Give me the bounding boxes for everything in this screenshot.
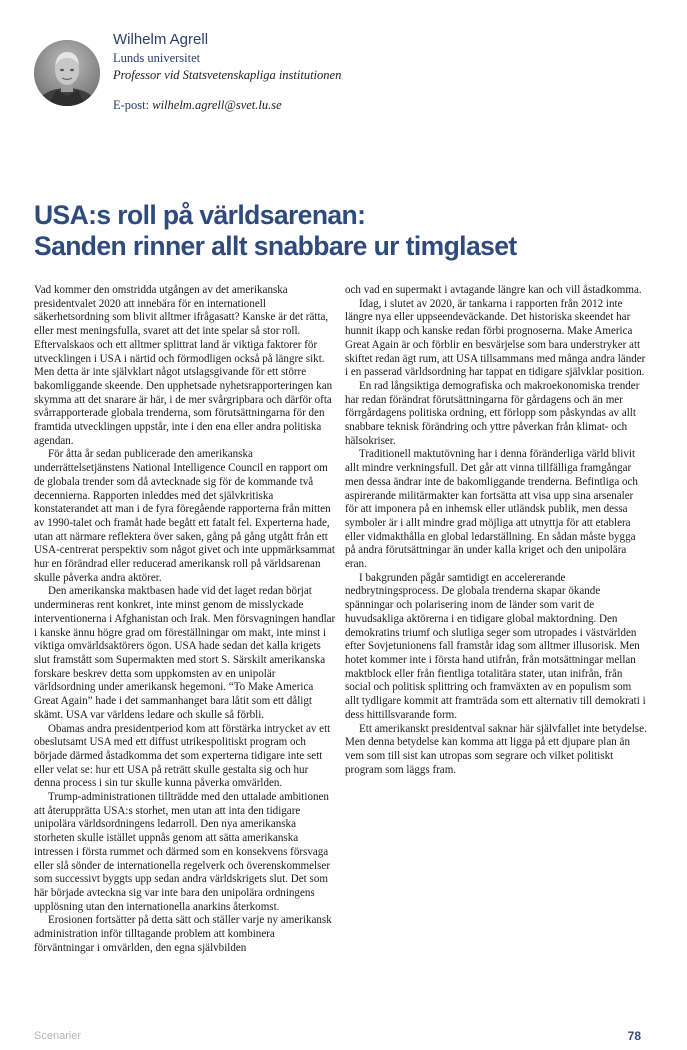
paragraph: Vad kommer den omstridda utgången av det amerikanska presidentvalet 2020 att innebära för en internationell säkerhetsordning som blivit alltmer ifrågasatt? Kanske är det rätta, eller mest meningsfulla, svaret att det inte spelar så stor roll. Eftervalskaos och ett alltmer splittrat land är viktiga faktorer för utvecklingen i USA i närtid och förmodligen också på längre sikt. Men detta är inte självklart något utslagsgivande för ett större bakomliggande skeende. Den upphetsade nyhetsrapporteringen kan skymma att det snarare är här, i de mer svårgripbara och därför ofta svårrapporterade globala trenderna, som förutsättningarna för den framtida utvecklingen uppstår, inte i den ena eller andra politiska agendan. <box>34 284 333 447</box>
paragraph: För åtta år sedan publicerade den amerikanska underrättelsetjänstens National Intelligence Council en rapport om de globala trender som då avtecknade sig för de kommande två decennierna. Rapporten inleddes med det självkritiska konstaterandet att man i de fyra föregående rapporterna från mitten av 1990-talet och framåt hade begått ett fatalt fel. Experterna hade, utan att närmare reflektera över saken, gång på gång utgått från ett USA-centrerat perspektiv som något givet och inte uppmärksammat hur en förändrad eller reducerad amerikansk roll på världsarenan skulle påverka andra aktörer. <box>34 448 335 584</box>
paragraph: Obamas andra presidentperiod kom att förstärka intrycket av ett obeslutsamt USA med ett diffust utrikespolitiskt program och började därmed åstadkomma det som experterna tidigare inte sett eller velat se: hur ett USA på reträtt skulle gestalta sig och hur denna process i sin tur skulle kunna påverka omvärlden. <box>34 722 331 790</box>
author-portrait-image <box>34 40 100 106</box>
text-column-left <box>34 284 336 955</box>
paragraph: Ett amerikanskt presidentval saknar här självfallet inte betydelse. Men denna betydelse kan komma att ligga på ett djupare plan än vem som till sist kan utropas som segrare och vilket politiskt program som läggs fram. <box>345 722 647 776</box>
page-number: 78 <box>627 1029 641 1043</box>
paragraph: Erosionen fortsätter på detta sätt och ställer varje ny amerikansk administration inför tilltagande problem att kombinera förväntningar i omvärlden, den egna självbilden <box>34 914 332 954</box>
author-university: Lunds universitet <box>113 51 201 65</box>
article-title-line-2: Sanden rinner allt snabbare ur timglaset <box>34 231 517 261</box>
article-title-line-1: USA:s roll på världsarenan: <box>34 200 366 230</box>
paragraph: En rad långsiktiga demografiska och makroekonomiska trender har redan förändrat förutsättningarna för gårdagens och än mer förrgårdagens politiska ordning, ett förlopp som påskyndas av allt snabbare teknisk förändring och yttre påverkan från klimat- och hälsokriser. <box>345 379 640 447</box>
paragraph: Den amerikanska maktbasen hade vid det laget redan börjat undermineras rent konkret, inte minst genom de misslyckade interventionerna i Afghanistan och Irak. Men försvagningen handlar i kanske ännu högre grad om föreställningar om makt, inte minst i viktiga omvärldsaktörers ögon. USA hade sedan det kalla krigets slut framstått som Supermakten med stort S. Särskilt amerikanska forskare beskrev detta som uppkomsten av en unipolär världsordning under amerikansk hegemoni. “To Make America Great Again” hade i det sammanhanget bara låtit som ett dåligt skämt. USA var världens ledare och skulle så förbli. <box>34 585 336 721</box>
author-role: Professor vid Statsvetenskapliga institutionen <box>113 68 342 82</box>
email-address[interactable]: wilhelm.agrell@svet.lu.se <box>152 98 282 112</box>
paragraph: I bakgrunden pågår samtidigt en accelererande nedbrytningsprocess. De globala trenderna skapar ökande spänningar och polarisering inom de länder som varit de huvudsakliga aktörerna i en tidigare global maktordning. Den demokratins triumf och slutliga seger som utropades i västvärlden efter Sovjetunionens fall framstår idag som alltmer illusorisk. Men hotet kommer inte i första hand utifrån, från motsättningar mellan maktblock eller från fientliga totalitära stater, utan inifrån, från social och politisk splittring och framväxten av en populism som allt tydligare kommit att framträda som ett alternativ till demokrati i dess hittillsvarande form. <box>345 571 646 721</box>
paragraph: Trump-administrationen tillträdde med den uttalade ambitionen att återupprätta USA:s storhet, men utan att inta den tidigare unipolära världsordningens ledarroll. Den nya amerikanska storheten skulle istället uppnås genom att sätta amerikanska intressen i första rummet och därmed som en konsekvens försvaga eller slå sönder de internationella regelverk och överenskommelser som successivt byggts upp sedan andra världskrigets slut. Det som här började avteckna sig var inte bara den unipolära ordningens upplösning utan den internationella anarkins återkomst. <box>34 791 331 913</box>
article-title <box>34 200 664 262</box>
footer-publication: Scenarier <box>34 1030 82 1042</box>
paragraph: Idag, i slutet av 2020, är tankarna i rapporten från 2012 inte längre nya eller uppseendeväckande. Det historiska skeendet har hunnit ikapp och kanske redan förbi prognoserna. Make America Great Again är och förblir en besvärjelse som bara understryker att skiftet redan ägt rum, att USA tillsammans med många andra länder i en passerad världsordning har tappat en tidigare självklar position. <box>345 297 646 379</box>
author-photo <box>34 40 100 106</box>
author-name: Wilhelm Agrell <box>113 31 209 48</box>
paragraph: Traditionell maktutövning har i denna föränderliga värld blivit allt mindre verkningsfull. Det går att vinna tillfälliga framgångar men dessa ändrar inte de bakomliggande trenderna. Befintliga och aspirerande militärmakter kan fortsätta att visa upp sina arsenaler för att imponera på en inhemsk eller utländsk publik, men dessa symboler är i allt mindre grad möjliga att utnyttja för att etablera eller vidmakthålla en global ledarställning. En sådan måste bygga på andra förutsättningar än under kalla kriget och den unipolära eran. <box>345 448 638 571</box>
author-info <box>113 30 653 114</box>
author-email-line <box>113 97 653 114</box>
text-column-right <box>345 284 647 777</box>
paragraph-continuation: och vad en supermakt i avtagande längre kan och vill åstadkomma. <box>345 284 642 296</box>
email-label: E-post: <box>113 98 150 112</box>
